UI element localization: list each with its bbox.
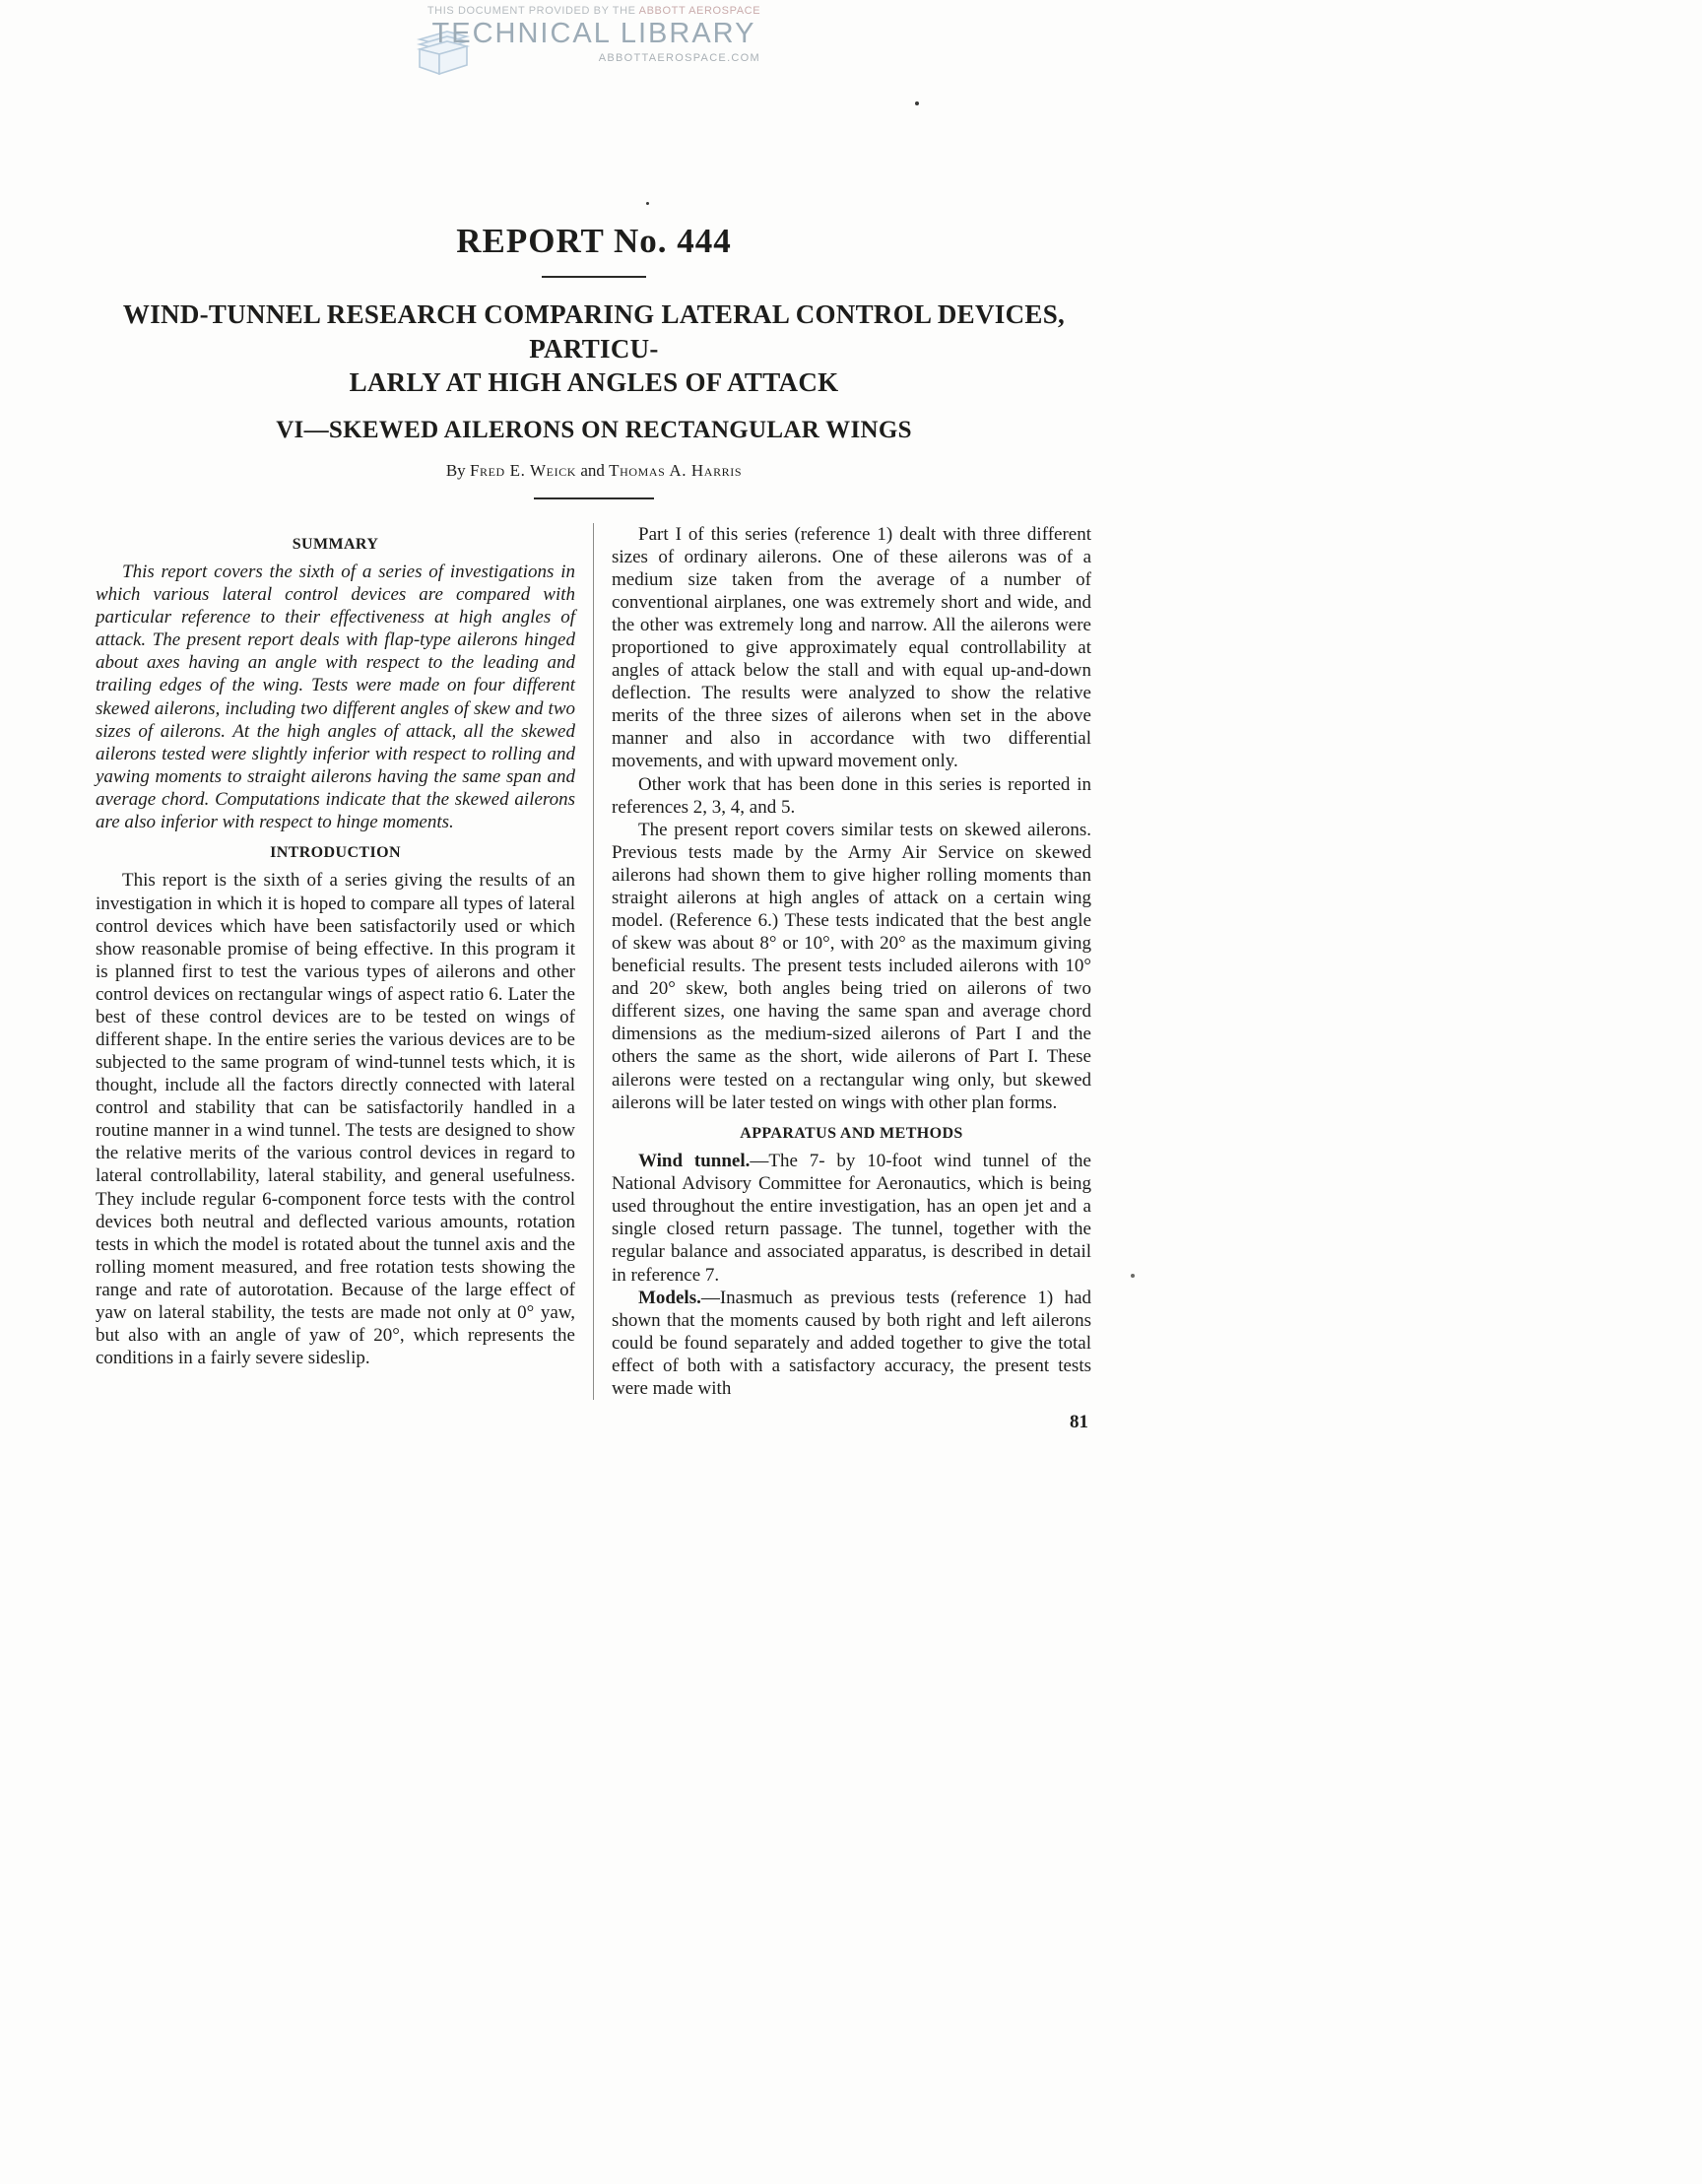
scan-speck [646, 202, 649, 205]
watermark-provided-by-line [412, 5, 776, 17]
section-heading-introduction: INTRODUCTION [270, 844, 401, 862]
watermark-provided-by: THIS DOCUMENT PROVIDED BY THE [426, 5, 636, 17]
page-number: 81 [1070, 1411, 1088, 1432]
models-lead: Models. [638, 1287, 701, 1308]
report-number: REPORT No. 444 [456, 222, 732, 260]
other-work-paragraph: Other work that has been done in this series is reported in references 2, 3, 4, and 5. [612, 773, 1091, 818]
byline-prefix: By [445, 460, 470, 480]
library-watermark [412, 5, 776, 82]
part-one-paragraph: Part I of this series (reference 1) dealt with three different sizes of ordinary ailerons. One of these ailerons was of a medium size taken from the average of a number of conventional airplanes, one was extremely short and wide, and the other was extremely long and narrow. All the ailerons were proportioned to give approximately equal controllability at angles of attack below the stall and with equal up-and-down deflection. The results were analyzed to show the relative merits of the three sizes of ailerons when set in the above manner and also in accordance with two differential movements, and with upward movement only. [612, 523, 1091, 772]
report-subtitle: VI—SKEWED AILERONS ON RECTANGULAR WINGS [276, 416, 912, 443]
models-text: —Inasmuch as previous tests (reference 1) had shown that the moments caused by both right and left ailerons could be found separately and added together to give the total effect of both with a satisfactory accuracy, the present tests were made with [612, 1287, 1091, 1399]
main-title-line1: WIND-TUNNEL RESEARCH COMPARING LATERAL CONTROL DEVICES, PARTICU- [122, 299, 1066, 364]
two-column-body [96, 523, 1092, 1400]
section-heading-summary: SUMMARY [292, 535, 379, 553]
right-column [594, 523, 1091, 1400]
main-title [96, 298, 1092, 400]
present-report-paragraph: The present report covers similar tests on skewed ailerons. Previous tests made by the Army Air Service on skewed ailerons had shown them to give higher rolling moments than straight ailerons at high angles of attack on a certain wing model. (Reference 6.) These tests indicated that the best angle of skew was about 8° or 10°, with 20° as the maximum giving beneficial results. The present tests included ailerons with 10° and 20° skew, both angles being tried on ailerons of two different sizes, one having the same span and average chord dimensions as the medium-sized ailerons of Part I and the others the same as the short, wide ailerons of Part I. These ailerons were tested on a rectangular wing only, but skewed ailerons will be later tested on wings with other plan forms. [612, 819, 1091, 1113]
introduction-paragraph: This report is the sixth of a series giving the results of an investigation in which it is hoped to compare all types of lateral control devices which have been satisfactorily used or which show reasonable promise of being effective. In this program it is planned first to test the various types of ailerons and other control devices on rectangular wings of aspect ratio 6. Later the best of these control devices are to be tested on wings of different shape. In the entire series the various devices are to be subjected to the same program of wind-tunnel tests which, it is thought, include all the factors directly connected with lateral control and stability that can be satisfactorily handled in a routine manner in a wind tunnel. The tests are designed to show the relative merits of the various control devices in regard to lateral controllability, lateral stability, and general usefulness. They include regular 6-component force tests with the control devices both neutral and deflected various amounts, rotation tests in which the model is rotated about the tunnel axis and the rolling moment measured, and free rotation tests showing the range and rate of autorotation. Because of the large effect of yaw on lateral stability, the tests are made not only at 0° yaw, but also with an angle of yaw of 20°, which represents the conditions in a fairly severe sideslip. [96, 870, 575, 1369]
title-rule [542, 276, 646, 278]
section-heading-apparatus: APPARATUS AND METHODS [740, 1124, 963, 1142]
scan-speck [915, 101, 919, 105]
page-content [96, 0, 1092, 1433]
watermark-library-title: TECHNICAL LIBRARY [431, 18, 756, 49]
wind-tunnel-text: —The 7- by 10-foot wind tunnel of the National Advisory Committee for Aeronautics, which is being used throughout the entire investigation, has an open jet and a single closed return passage. The tunnel, together with the regular balance and associated apparatus, is described in detail in reference 7. [612, 1151, 1091, 1286]
models-paragraph [612, 1287, 1091, 1400]
byline-author-1: Fred E. Weick [469, 460, 577, 480]
wind-tunnel-paragraph [612, 1150, 1091, 1286]
main-title-line2: LARLY AT HIGH ANGLES OF ATTACK [349, 367, 839, 398]
wind-tunnel-lead: Wind tunnel. [638, 1151, 751, 1172]
watermark-site-url: ABBOTTAEROSPACE.COM [598, 52, 760, 64]
byline-conjunction: and [576, 460, 610, 480]
scan-speck [1131, 1274, 1135, 1278]
byline-rule [534, 497, 654, 499]
watermark-brand: ABBOTT AEROSPACE [638, 5, 761, 17]
byline [96, 461, 1092, 481]
summary-paragraph: This report covers the sixth of a series of investigations in which various lateral control devices are compared with particular reference to their effectiveness at high angles of attack. The present report deals with flap-type ailerons hinged about axes having an angle with respect to the leading and trailing edges of the wing. Tests were made on four different skewed ailerons, including two different angles of skew and two sizes of ailerons. At the high angles of attack, all the skewed ailerons tested were slightly inferior with respect to rolling and yawing moments to straight ailerons having the same span and average chord. Computations indicate that the skewed ailerons are also inferior with respect to hinge moments. [96, 562, 575, 832]
byline-author-2: Thomas A. Harris [609, 460, 743, 480]
left-column [96, 523, 593, 1400]
